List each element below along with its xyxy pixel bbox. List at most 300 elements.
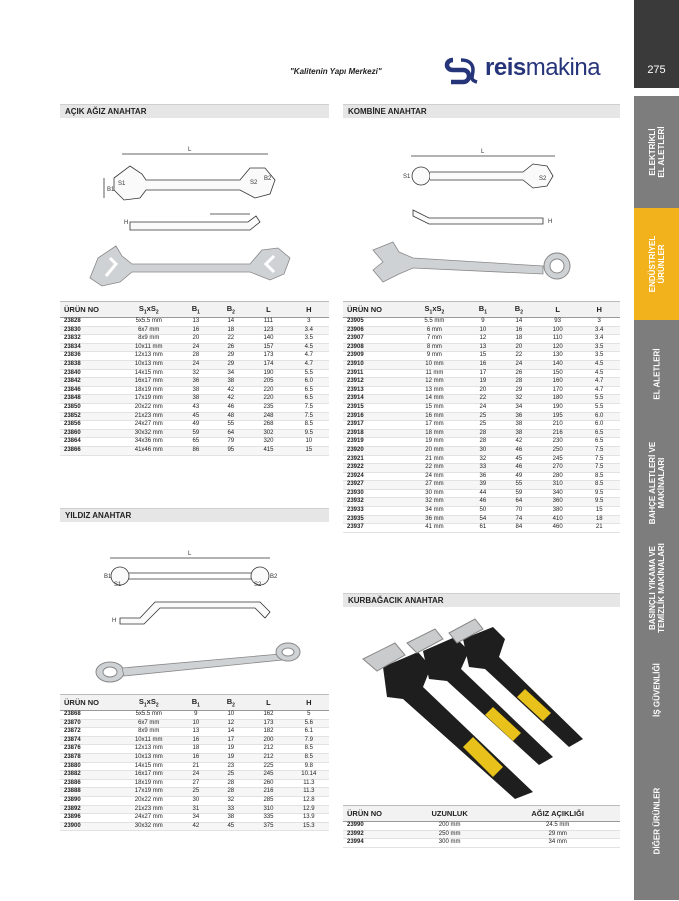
table-cell: 17x19 mm: [119, 788, 178, 797]
table-cell: 21: [178, 762, 213, 771]
table-cell: 17 mm: [404, 421, 465, 430]
table-cell: 20x22 mm: [119, 796, 178, 805]
table-cell: 24: [465, 403, 501, 412]
table-cell: 7 mm: [404, 335, 465, 344]
column-header: H: [289, 302, 329, 318]
table-cell: 28: [213, 788, 248, 797]
table-cell: 17: [213, 736, 248, 745]
table-cell: 13 mm: [404, 386, 465, 395]
table-cell: 3: [578, 318, 620, 327]
table-cell: 250: [537, 446, 579, 455]
table-cell: 23937: [343, 524, 404, 533]
table-row: [60, 779, 329, 788]
table-row: [343, 464, 620, 473]
acik-agiz-table: [60, 301, 329, 456]
table-cell: 182: [248, 728, 288, 737]
table-cell: 23888: [60, 788, 119, 797]
table-cell: 29: [501, 386, 537, 395]
table-cell: 23850: [60, 403, 119, 412]
table-cell: 34: [213, 369, 248, 378]
sidebar-tab-3[interactable]: [634, 428, 679, 539]
table-cell: 23890: [60, 796, 119, 805]
table-row: [60, 318, 329, 327]
table-cell: 410: [537, 515, 579, 524]
table-cell: 28: [501, 378, 537, 387]
table-cell: 7.5: [578, 455, 620, 464]
table-cell: 300 mm: [404, 839, 495, 848]
sidebar-tab-5[interactable]: [634, 638, 679, 743]
column-header: $B_2$: [213, 302, 248, 318]
reismakina-logo-icon: [443, 56, 481, 86]
table-cell: 23830: [60, 326, 119, 335]
table-cell: 16: [178, 736, 213, 745]
table-cell: 200 mm: [404, 822, 495, 831]
table-cell: 22: [501, 352, 537, 361]
table-cell: 21x23 mm: [119, 412, 178, 421]
table-cell: 12: [465, 335, 501, 344]
table-cell: 18: [213, 326, 248, 335]
table-row: [60, 719, 329, 728]
table-cell: 23913: [343, 386, 404, 395]
table-cell: 23927: [343, 481, 404, 490]
table-cell: 5.6: [289, 719, 329, 728]
table-cell: 15: [289, 446, 329, 455]
table-cell: 24x27 mm: [119, 421, 178, 430]
table-row: [60, 438, 329, 447]
slogan: "Kalitenin Yapı Merkezi": [290, 67, 382, 76]
table-cell: 42: [501, 438, 537, 447]
table-cell: 23919: [343, 438, 404, 447]
table-cell: 9.5: [578, 498, 620, 507]
table-cell: 10: [213, 711, 248, 720]
table-cell: 6.0: [289, 378, 329, 387]
table-cell: 11.3: [289, 779, 329, 788]
column-header: $B_1$: [178, 302, 213, 318]
table-cell: 23922: [343, 464, 404, 473]
table-cell: 23921: [343, 455, 404, 464]
table-cell: 23860: [60, 429, 119, 438]
column-header: $B_1$: [178, 695, 213, 711]
table-row: [343, 421, 620, 430]
table-row: [343, 369, 620, 378]
combination-wrench-diagram: [343, 118, 620, 301]
table-cell: 21x23 mm: [119, 805, 178, 814]
table-cell: 17: [465, 369, 501, 378]
table-cell: 36: [178, 378, 213, 387]
table-cell: 14x15 mm: [119, 762, 178, 771]
svg-text:S1: S1: [114, 582, 122, 588]
table-cell: 29 mm: [495, 830, 620, 839]
sidebar-tab-label: EL ALETLERİ: [652, 348, 661, 400]
table-row: [343, 489, 620, 498]
table-cell: 23914: [343, 395, 404, 404]
table-cell: 190: [537, 403, 579, 412]
table-cell: 41 mm: [404, 524, 465, 533]
table-cell: 6x7 mm: [119, 719, 178, 728]
table-cell: 6.5: [578, 429, 620, 438]
table-cell: 340: [537, 489, 579, 498]
table-cell: 6.5: [578, 438, 620, 447]
table-cell: 23911: [343, 369, 404, 378]
table-cell: 23910: [343, 360, 404, 369]
table-cell: 23856: [60, 421, 119, 430]
table-cell: 23892: [60, 805, 119, 814]
table-cell: 11 mm: [404, 369, 465, 378]
sidebar-tab-2[interactable]: [634, 320, 679, 429]
table-cell: 31: [178, 805, 213, 814]
column-header: $S_1xS_2$: [119, 695, 178, 711]
column-header: UZUNLUK: [404, 806, 495, 822]
table-cell: 64: [213, 429, 248, 438]
table-cell: 110: [537, 335, 579, 344]
table-cell: 26: [213, 343, 248, 352]
table-cell: 20x22 mm: [119, 403, 178, 412]
kombine-table: [343, 301, 620, 533]
yildiz-table: [60, 694, 329, 831]
table-row: [60, 805, 329, 814]
table-row: [343, 335, 620, 344]
table-cell: 11.3: [289, 788, 329, 797]
svg-text:B2: B2: [264, 176, 272, 182]
table-cell: 36: [501, 412, 537, 421]
table-row: [343, 326, 620, 335]
table-cell: 42: [213, 386, 248, 395]
table-cell: 8x9 mm: [119, 728, 178, 737]
table-cell: 46: [501, 464, 537, 473]
table-row: [60, 335, 329, 344]
table-cell: 10x13 mm: [119, 753, 178, 762]
table-cell: 34 mm: [495, 839, 620, 848]
table-row: [60, 728, 329, 737]
table-cell: 46: [465, 498, 501, 507]
table-cell: 32: [178, 369, 213, 378]
table-cell: 32: [213, 796, 248, 805]
section-yildiz: [60, 508, 329, 831]
table-cell: 23868: [60, 711, 119, 720]
table-cell: 59: [501, 489, 537, 498]
table-cell: 25: [465, 412, 501, 421]
table-cell: 10.14: [289, 771, 329, 780]
table-row: [343, 524, 620, 533]
table-row: [60, 360, 329, 369]
table-cell: 120: [537, 343, 579, 352]
svg-text:H: H: [548, 219, 553, 225]
table-cell: 230: [537, 438, 579, 447]
table-cell: 33: [465, 464, 501, 473]
table-cell: 23828: [60, 318, 119, 327]
table-cell: 23900: [60, 822, 119, 831]
table-cell: 4.5: [578, 369, 620, 378]
table-row: [343, 481, 620, 490]
table-cell: 18: [178, 745, 213, 754]
table-cell: 7.5: [289, 412, 329, 421]
table-cell: 8.5: [289, 421, 329, 430]
table-cell: 9.5: [578, 489, 620, 498]
table-row: [343, 360, 620, 369]
table-cell: 24: [178, 360, 213, 369]
table-cell: 235: [248, 403, 288, 412]
category-sidebar: [634, 0, 679, 900]
table-cell: 10: [178, 719, 213, 728]
table-cell: 212: [248, 745, 288, 754]
table-cell: 25: [178, 788, 213, 797]
table-cell: 34: [178, 814, 213, 823]
table-cell: 23878: [60, 753, 119, 762]
column-header: L: [248, 695, 288, 711]
table-cell: 9.5: [289, 429, 329, 438]
table-cell: 23933: [343, 507, 404, 516]
table-cell: 4.7: [578, 386, 620, 395]
table-cell: 173: [248, 352, 288, 361]
table-cell: 23836: [60, 352, 119, 361]
table-row: [343, 395, 620, 404]
sidebar-tab-0[interactable]: [634, 96, 679, 209]
table-cell: 49: [501, 472, 537, 481]
table-cell: 6.0: [578, 421, 620, 430]
column-header: L: [537, 302, 579, 318]
table-cell: 6x7 mm: [119, 326, 178, 335]
table-cell: 3.5: [289, 335, 329, 344]
sidebar-tab-label: ENDÜSTRİYEL ÜRÜNLER: [647, 235, 666, 293]
table-cell: 245: [248, 771, 288, 780]
svg-text:S1: S1: [118, 181, 126, 187]
table-cell: 29: [213, 352, 248, 361]
table-row: [60, 326, 329, 335]
table-cell: 9: [465, 318, 501, 327]
svg-text:L: L: [188, 147, 192, 153]
table-cell: 7.5: [289, 403, 329, 412]
table-cell: 30: [465, 446, 501, 455]
table-cell: 23908: [343, 343, 404, 352]
table-row: [60, 386, 329, 395]
table-cell: 16 mm: [404, 412, 465, 421]
table-cell: 5.5: [578, 403, 620, 412]
table-cell: 14 mm: [404, 395, 465, 404]
table-cell: 23864: [60, 438, 119, 447]
table-cell: 26: [501, 369, 537, 378]
table-cell: 46: [213, 403, 248, 412]
table-cell: 10 mm: [404, 360, 465, 369]
table-cell: 23924: [343, 472, 404, 481]
table-cell: 12: [213, 719, 248, 728]
table-cell: 44: [465, 489, 501, 498]
sidebar-tab-6[interactable]: [634, 742, 679, 901]
table-cell: 32: [465, 455, 501, 464]
table-row: [60, 762, 329, 771]
table-cell: 18: [501, 335, 537, 344]
section-acik-agiz: [60, 104, 329, 456]
table-cell: 310: [537, 481, 579, 490]
column-header: H: [289, 695, 329, 711]
table-cell: 23935: [343, 515, 404, 524]
table-cell: 10x13 mm: [119, 360, 178, 369]
table-cell: 4.7: [289, 360, 329, 369]
table-cell: 8.5: [578, 481, 620, 490]
table-cell: 33: [213, 805, 248, 814]
table-cell: 9: [178, 711, 213, 720]
table-cell: 32: [501, 395, 537, 404]
table-cell: 23930: [343, 489, 404, 498]
table-cell: 10: [465, 326, 501, 335]
table-cell: 12.8: [289, 796, 329, 805]
table-cell: 25: [213, 771, 248, 780]
table-cell: 23840: [60, 369, 119, 378]
table-row: [343, 839, 620, 848]
section-kombine: [343, 104, 620, 533]
sidebar-tab-4[interactable]: [634, 538, 679, 639]
table-cell: 13.9: [289, 814, 329, 823]
table-cell: 21 mm: [404, 455, 465, 464]
table-cell: 23846: [60, 386, 119, 395]
table-cell: 15.3: [289, 822, 329, 831]
page-number-box: [634, 0, 679, 88]
combination-wrench-drawing: [343, 118, 620, 301]
open-end-wrench-drawing: [60, 118, 329, 301]
table-cell: 23870: [60, 719, 119, 728]
table-cell: 23896: [60, 814, 119, 823]
kurbagacik-table: [343, 805, 620, 848]
table-cell: 74: [501, 515, 537, 524]
table-cell: 30x32 mm: [119, 429, 178, 438]
column-header: L: [248, 302, 288, 318]
table-cell: 23906: [343, 326, 404, 335]
table-cell: 111: [248, 318, 288, 327]
table-row: [60, 421, 329, 430]
table-cell: 23872: [60, 728, 119, 737]
table-cell: 360: [537, 498, 579, 507]
table-cell: 260: [248, 779, 288, 788]
table-cell: 46: [501, 446, 537, 455]
table-cell: 19: [213, 753, 248, 762]
table-cell: 32 mm: [404, 498, 465, 507]
table-cell: 174: [248, 360, 288, 369]
table-cell: 36 mm: [404, 515, 465, 524]
table-row: [60, 369, 329, 378]
table-cell: 59: [178, 429, 213, 438]
adjustable-wrench-photo: [343, 607, 620, 805]
table-cell: 12x13 mm: [119, 352, 178, 361]
table-cell: 190: [248, 369, 288, 378]
svg-text:B1: B1: [107, 187, 115, 193]
table-cell: 45: [178, 412, 213, 421]
table-cell: 65: [178, 438, 213, 447]
table-cell: 23880: [60, 762, 119, 771]
table-cell: 220: [248, 386, 288, 395]
table-cell: 55: [213, 421, 248, 430]
table-cell: 5.5: [289, 369, 329, 378]
table-cell: 270: [537, 464, 579, 473]
table-row: [343, 343, 620, 352]
table-cell: 14x15 mm: [119, 369, 178, 378]
column-header: H: [578, 302, 620, 318]
table-cell: 21: [578, 524, 620, 533]
table-cell: 140: [537, 360, 579, 369]
table-cell: 302: [248, 429, 288, 438]
table-cell: 6.1: [289, 728, 329, 737]
table-cell: 13: [178, 318, 213, 327]
table-cell: 9.8: [289, 762, 329, 771]
table-cell: 6.0: [578, 412, 620, 421]
table-cell: 15: [465, 352, 501, 361]
table-cell: 14: [213, 318, 248, 327]
table-cell: 38: [178, 386, 213, 395]
table-row: [343, 378, 620, 387]
table-cell: 216: [248, 788, 288, 797]
table-cell: 19 mm: [404, 438, 465, 447]
table-cell: 23905: [343, 318, 404, 327]
ring-wrench-diagram: [60, 522, 329, 694]
table-row: [60, 395, 329, 404]
sidebar-tab-1[interactable]: [634, 208, 679, 321]
table-cell: 5.5 mm: [404, 318, 465, 327]
table-cell: 245: [537, 455, 579, 464]
table-cell: 180: [537, 395, 579, 404]
table-cell: 16: [501, 326, 537, 335]
table-cell: 8.5: [289, 745, 329, 754]
table-cell: 42: [213, 395, 248, 404]
table-cell: 170: [537, 386, 579, 395]
table-cell: 23932: [343, 498, 404, 507]
open-end-wrench-diagram: [60, 118, 329, 301]
table-cell: 4.5: [289, 343, 329, 352]
table-cell: 23992: [343, 830, 404, 839]
table-row: [60, 771, 329, 780]
table-cell: 162: [248, 711, 288, 720]
table-cell: 16x17 mm: [119, 378, 178, 387]
table-cell: 320: [248, 438, 288, 447]
table-cell: 10: [289, 438, 329, 447]
table-cell: 25: [465, 421, 501, 430]
table-cell: 225: [248, 762, 288, 771]
table-cell: 335: [248, 814, 288, 823]
table-row: [60, 446, 329, 455]
table-cell: 38: [178, 395, 213, 404]
table-cell: 79: [213, 438, 248, 447]
sidebar-tab-label: BASINÇLI YIKAMA VE TEMİZLİK MAKİNALARI: [647, 543, 666, 633]
table-cell: 15: [578, 507, 620, 516]
table-cell: 23886: [60, 779, 119, 788]
section-title: KURBAĞACIK ANAHTAR: [343, 593, 620, 607]
table-cell: 34x36 mm: [119, 438, 178, 447]
table-row: [60, 343, 329, 352]
section-title: YILDIZ ANAHTAR: [60, 508, 329, 522]
table-row: [60, 796, 329, 805]
table-cell: 43: [178, 403, 213, 412]
table-cell: 3.4: [578, 335, 620, 344]
svg-text:S2: S2: [539, 176, 547, 182]
table-cell: 64: [501, 498, 537, 507]
table-cell: 375: [248, 822, 288, 831]
sidebar-tab-label: İŞ GÜVENLİĞİ: [652, 663, 661, 717]
table-row: [343, 429, 620, 438]
table-cell: 14: [213, 728, 248, 737]
table-cell: 16: [465, 360, 501, 369]
table-cell: 22: [465, 395, 501, 404]
table-cell: 34: [501, 403, 537, 412]
table-cell: 7.5: [578, 446, 620, 455]
table-cell: 6.5: [289, 386, 329, 395]
column-header: AĞIZ AÇIKLIĞI: [495, 806, 620, 822]
table-cell: 123: [248, 326, 288, 335]
adjustable-wrench-drawing: [343, 607, 620, 805]
svg-text:H: H: [124, 220, 129, 226]
table-cell: 45: [213, 822, 248, 831]
table-cell: 5x5.5 mm: [119, 318, 178, 327]
table-cell: 250 mm: [404, 830, 495, 839]
table-row: [343, 830, 620, 839]
table-cell: 18 mm: [404, 429, 465, 438]
column-header: ÜRÜN NO: [60, 302, 119, 318]
